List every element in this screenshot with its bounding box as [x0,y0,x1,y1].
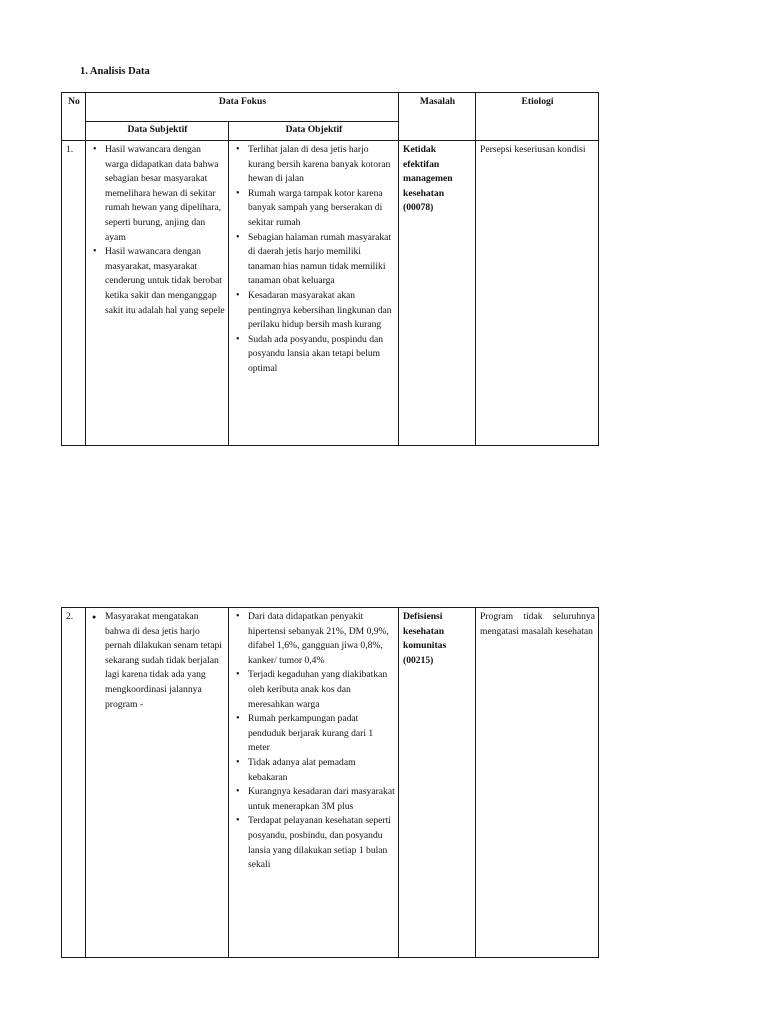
masalah-cell: Defisiensi kesehatan komunitas (00215) [399,608,476,958]
list-item: • Kurangnya kesadaran dari masyarakat untuk menerapkan 3M plus [248,785,395,814]
subjektif-cell [86,608,229,958]
table-row [62,141,599,446]
header-row [62,93,599,122]
header-masalah: Masalah [399,93,476,141]
list-item: • Hasil wawancara dengan masyarakat, masyarakat cenderung untuk tidak berobat ketika sakit dan menganggap sakit itu adalah hal yang sepele [105,245,225,318]
list-item: • Rumah warga tampak kotor karena banyak sampah yang berserakan di sekitar rumah [248,187,395,231]
row-number: 1. [62,141,86,446]
list-item: • Kesadaran masyarakat akan pentingnya kebersihan lingkunan dan perilaku hidup bersih mash kurang [248,289,395,333]
table-row [62,608,599,958]
masalah-cell: Ketidak efektifan managemen kesehatan (00078) [399,141,476,446]
list-item: • Hasil wawancara dengan warga didapatkan data bahwa sebagian besar masyarakat memelihara hewan di sekitar rumah hewan yang dipelihara, seperti burung, anjing dan ayam [105,143,225,245]
list-item: • Rumah perkampungan padat penduduk berjarak kurang dari 1 meter [248,712,395,756]
subjektif-cell [86,141,229,446]
header-etiologi: Etiologi [476,93,599,141]
header-no: No [62,93,86,141]
list-item: • Tidak adanya alat pemadam kebakaran [248,756,395,785]
list-item: • Dari data didapatkan penyakit hipertensi sebanyak 21%, DM 0,9%, difabel 1,6%, gangguan jiwa 0,8%, kanker/ tumor 0,4% [248,610,395,668]
etiologi-cell: Program tidak seluruhnya mengatasi masalah kesehatan [476,608,599,958]
objektif-cell [229,608,399,958]
header-data-objektif: Data Objektif [229,122,399,141]
analysis-table-2 [61,607,599,958]
objektif-cell [229,141,399,446]
etiologi-cell: Persepsi keseriusan kondisi [476,141,599,446]
list-item: • Sudah ada posyandu, pospindu dan posyandu lansia akan tetapi belum optimal [248,333,395,377]
list-item: • Terlihat jalan di desa jetis harjo kurang bersih karena banyak kotoran hewan di jalan [248,143,395,187]
list-item: • Sebagian halaman rumah masyarakat di daerah jetis harjo memiliki tanaman hias namun tidak memiliki tanaman obat keluarga [248,231,395,289]
section-heading: 1. Analisis Data [80,66,150,77]
header-data-subjektif: Data Subjektif [86,122,229,141]
header-data-fokus: Data Fokus [86,93,399,122]
analysis-table-1 [61,92,599,446]
list-item: • Terdapat pelayanan kesehatan seperti posyandu, posbindu, dan posyandu lansia yang dilakukan setiap 1 bulan sekali [248,814,395,872]
row-number: 2. [62,608,86,958]
list-item: ● Masyarakat mengatakan bahwa di desa jetis harjo pernah dilakukan senam tetapi sekarang sudah tidak berjalan lagi karena tidak ada yang mengkoordinasi jalannya program - [105,610,225,712]
list-item: • Terjadi kegaduhan yang diakibatkan oleh keributa anak kos dan meresahkan warga [248,668,395,712]
